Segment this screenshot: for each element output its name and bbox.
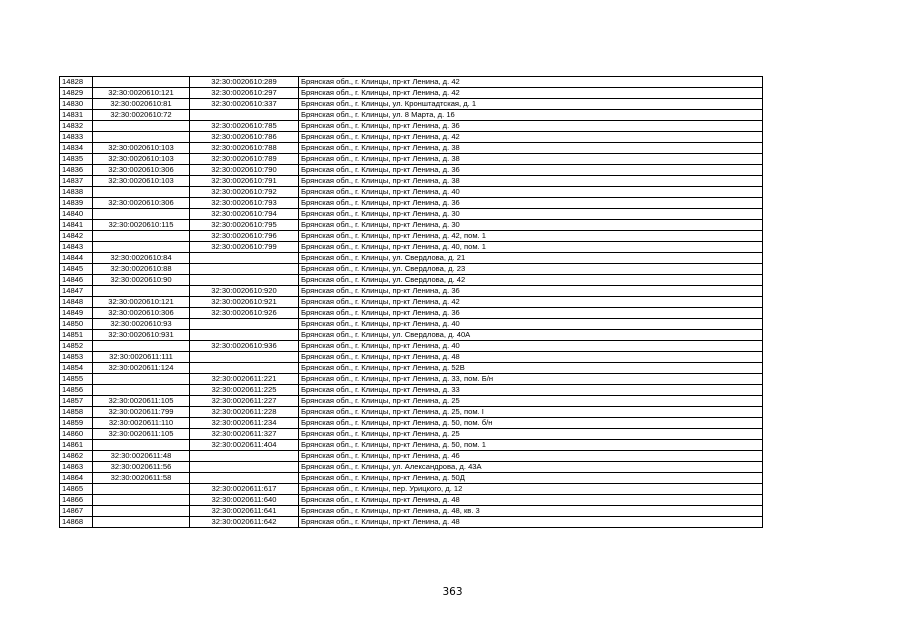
table-row xyxy=(60,187,763,198)
table-row xyxy=(60,429,763,440)
table-row xyxy=(60,242,763,253)
parcel-cadastral-number-cell xyxy=(93,77,190,88)
address-cell: Брянская обл., г. Клинцы, ул. Свердлова, д. 40А xyxy=(299,330,763,341)
table-row xyxy=(60,319,763,330)
parcel-cadastral-number-cell xyxy=(93,209,190,220)
table-row xyxy=(60,176,763,187)
row-number-cell: 14844 xyxy=(60,253,93,264)
table-row xyxy=(60,308,763,319)
parcel-cadastral-number-cell: 32:30:0020610:84 xyxy=(93,253,190,264)
address-cell: Брянская обл., г. Клинцы, пр-кт Ленина, д. 40 xyxy=(299,319,763,330)
row-number-cell: 14863 xyxy=(60,462,93,473)
parcel-cadastral-number-cell xyxy=(93,121,190,132)
object-cadastral-number-cell xyxy=(190,451,299,462)
table-row xyxy=(60,330,763,341)
parcel-cadastral-number-cell: 32:30:0020611:111 xyxy=(93,352,190,363)
row-number-cell: 14840 xyxy=(60,209,93,220)
row-number-cell: 14860 xyxy=(60,429,93,440)
parcel-cadastral-number-cell: 32:30:0020611:110 xyxy=(93,418,190,429)
parcel-cadastral-number-cell: 32:30:0020610:90 xyxy=(93,275,190,286)
object-cadastral-number-cell: 32:30:0020611:642 xyxy=(190,517,299,528)
table-row xyxy=(60,297,763,308)
parcel-cadastral-number-cell: 32:30:0020610:121 xyxy=(93,297,190,308)
row-number-cell: 14838 xyxy=(60,187,93,198)
address-cell: Брянская обл., г. Клинцы, пр-кт Ленина, д. 40 xyxy=(299,341,763,352)
object-cadastral-number-cell: 32:30:0020611:234 xyxy=(190,418,299,429)
address-cell: Брянская обл., г. Клинцы, пр-кт Ленина, д. 42, пом. 1 xyxy=(299,231,763,242)
address-cell: Брянская обл., г. Клинцы, пр-кт Ленина, д. 40, пом. 1 xyxy=(299,242,763,253)
object-cadastral-number-cell: 32:30:0020610:921 xyxy=(190,297,299,308)
parcel-cadastral-number-cell: 32:30:0020610:81 xyxy=(93,99,190,110)
row-number-cell: 14845 xyxy=(60,264,93,275)
address-cell: Брянская обл., г. Клинцы, пр-кт Ленина, д. 36 xyxy=(299,121,763,132)
row-number-cell: 14867 xyxy=(60,506,93,517)
table-row xyxy=(60,473,763,484)
row-number-cell: 14866 xyxy=(60,495,93,506)
address-cell: Брянская обл., г. Клинцы, ул. Свердлова, д. 23 xyxy=(299,264,763,275)
object-cadastral-number-cell xyxy=(190,363,299,374)
parcel-cadastral-number-cell xyxy=(93,132,190,143)
object-cadastral-number-cell: 32:30:0020610:786 xyxy=(190,132,299,143)
parcel-cadastral-number-cell xyxy=(93,286,190,297)
object-cadastral-number-cell: 32:30:0020610:926 xyxy=(190,308,299,319)
object-cadastral-number-cell: 32:30:0020610:788 xyxy=(190,143,299,154)
address-cell: Брянская обл., г. Клинцы, пр-кт Ленина, д. 42 xyxy=(299,132,763,143)
table-row xyxy=(60,275,763,286)
address-cell: Брянская обл., г. Клинцы, пр-кт Ленина, д. 48, кв. 3 xyxy=(299,506,763,517)
address-cell: Брянская обл., г. Клинцы, пр-кт Ленина, д. 25 xyxy=(299,429,763,440)
parcel-cadastral-number-cell: 32:30:0020610:931 xyxy=(93,330,190,341)
address-cell: Брянская обл., г. Клинцы, пр-кт Ленина, д. 38 xyxy=(299,176,763,187)
object-cadastral-number-cell xyxy=(190,319,299,330)
row-number-cell: 14830 xyxy=(60,99,93,110)
row-number-cell: 14859 xyxy=(60,418,93,429)
object-cadastral-number-cell xyxy=(190,253,299,264)
row-number-cell: 14864 xyxy=(60,473,93,484)
address-cell: Брянская обл., г. Клинцы, пр-кт Ленина, д. 50, пом. 1 xyxy=(299,440,763,451)
row-number-cell: 14853 xyxy=(60,352,93,363)
parcel-cadastral-number-cell: 32:30:0020610:306 xyxy=(93,165,190,176)
object-cadastral-number-cell xyxy=(190,473,299,484)
row-number-cell: 14843 xyxy=(60,242,93,253)
row-number-cell: 14849 xyxy=(60,308,93,319)
table-row xyxy=(60,154,763,165)
object-cadastral-number-cell xyxy=(190,110,299,121)
row-number-cell: 14848 xyxy=(60,297,93,308)
object-cadastral-number-cell: 32:30:0020611:641 xyxy=(190,506,299,517)
address-cell: Брянская обл., г. Клинцы, пр-кт Ленина, д. 36 xyxy=(299,308,763,319)
object-cadastral-number-cell: 32:30:0020610:289 xyxy=(190,77,299,88)
row-number-cell: 14857 xyxy=(60,396,93,407)
parcel-cadastral-number-cell xyxy=(93,187,190,198)
row-number-cell: 14835 xyxy=(60,154,93,165)
address-cell: Брянская обл., г. Клинцы, пр-кт Ленина, д. 42 xyxy=(299,297,763,308)
table-row xyxy=(60,110,763,121)
row-number-cell: 14854 xyxy=(60,363,93,374)
address-cell: Брянская обл., г. Клинцы, пер. Урицкого, д. 12 xyxy=(299,484,763,495)
address-cell: Брянская обл., г. Клинцы, пр-кт Ленина, д. 48 xyxy=(299,517,763,528)
table-row xyxy=(60,231,763,242)
object-cadastral-number-cell: 32:30:0020611:221 xyxy=(190,374,299,385)
address-cell: Брянская обл., г. Клинцы, пр-кт Ленина, д. 30 xyxy=(299,220,763,231)
object-cadastral-number-cell: 32:30:0020610:793 xyxy=(190,198,299,209)
parcel-cadastral-number-cell: 32:30:0020611:56 xyxy=(93,462,190,473)
address-cell: Брянская обл., г. Клинцы, пр-кт Ленина, д. 48 xyxy=(299,495,763,506)
address-cell: Брянская обл., г. Клинцы, пр-кт Ленина, д. 36 xyxy=(299,198,763,209)
address-cell: Брянская обл., г. Клинцы, пр-кт Ленина, д. 33, пом. Б/н xyxy=(299,374,763,385)
row-number-cell: 14868 xyxy=(60,517,93,528)
row-number-cell: 14851 xyxy=(60,330,93,341)
object-cadastral-number-cell: 32:30:0020610:796 xyxy=(190,231,299,242)
address-cell: Брянская обл., г. Клинцы, пр-кт Ленина, д. 42 xyxy=(299,77,763,88)
object-cadastral-number-cell: 32:30:0020611:327 xyxy=(190,429,299,440)
parcel-cadastral-number-cell: 32:30:0020611:799 xyxy=(93,407,190,418)
table-row xyxy=(60,506,763,517)
table-row xyxy=(60,363,763,374)
table-row xyxy=(60,352,763,363)
parcel-cadastral-number-cell: 32:30:0020610:93 xyxy=(93,319,190,330)
row-number-cell: 14855 xyxy=(60,374,93,385)
address-cell: Брянская обл., г. Клинцы, пр-кт Ленина, д. 38 xyxy=(299,154,763,165)
row-number-cell: 14837 xyxy=(60,176,93,187)
row-number-cell: 14847 xyxy=(60,286,93,297)
table-row xyxy=(60,385,763,396)
row-number-cell: 14836 xyxy=(60,165,93,176)
table-row xyxy=(60,132,763,143)
object-cadastral-number-cell xyxy=(190,352,299,363)
address-cell: Брянская обл., г. Клинцы, ул. Александрова, д. 43А xyxy=(299,462,763,473)
address-cell: Брянская обл., г. Клинцы, пр-кт Ленина, д. 30 xyxy=(299,209,763,220)
parcel-cadastral-number-cell: 32:30:0020610:103 xyxy=(93,143,190,154)
object-cadastral-number-cell xyxy=(190,330,299,341)
row-number-cell: 14856 xyxy=(60,385,93,396)
object-cadastral-number-cell: 32:30:0020611:228 xyxy=(190,407,299,418)
parcel-cadastral-number-cell: 32:30:0020610:103 xyxy=(93,176,190,187)
parcel-cadastral-number-cell xyxy=(93,385,190,396)
row-number-cell: 14831 xyxy=(60,110,93,121)
parcel-cadastral-number-cell: 32:30:0020611:124 xyxy=(93,363,190,374)
row-number-cell: 14862 xyxy=(60,451,93,462)
table-row xyxy=(60,374,763,385)
table-row xyxy=(60,407,763,418)
object-cadastral-number-cell: 32:30:0020610:791 xyxy=(190,176,299,187)
parcel-cadastral-number-cell: 32:30:0020610:103 xyxy=(93,154,190,165)
table-row xyxy=(60,88,763,99)
address-cell: Брянская обл., г. Клинцы, пр-кт Ленина, д. 25, пом. I xyxy=(299,407,763,418)
object-cadastral-number-cell: 32:30:0020611:404 xyxy=(190,440,299,451)
row-number-cell: 14833 xyxy=(60,132,93,143)
address-cell: Брянская обл., г. Клинцы, пр-кт Ленина, д. 50, пом. б/н xyxy=(299,418,763,429)
table-row xyxy=(60,253,763,264)
parcel-cadastral-number-cell xyxy=(93,440,190,451)
address-cell: Брянская обл., г. Клинцы, ул. 8 Марта, д. 16 xyxy=(299,110,763,121)
parcel-cadastral-number-cell: 32:30:0020610:115 xyxy=(93,220,190,231)
table-row xyxy=(60,484,763,495)
address-cell: Брянская обл., г. Клинцы, пр-кт Ленина, д. 36 xyxy=(299,286,763,297)
row-number-cell: 14858 xyxy=(60,407,93,418)
property-table xyxy=(59,76,763,528)
parcel-cadastral-number-cell xyxy=(93,242,190,253)
row-number-cell: 14832 xyxy=(60,121,93,132)
row-number-cell: 14839 xyxy=(60,198,93,209)
row-number-cell: 14834 xyxy=(60,143,93,154)
object-cadastral-number-cell: 32:30:0020610:785 xyxy=(190,121,299,132)
object-cadastral-number-cell: 32:30:0020610:920 xyxy=(190,286,299,297)
object-cadastral-number-cell: 32:30:0020610:789 xyxy=(190,154,299,165)
parcel-cadastral-number-cell: 32:30:0020610:72 xyxy=(93,110,190,121)
parcel-cadastral-number-cell xyxy=(93,231,190,242)
object-cadastral-number-cell xyxy=(190,275,299,286)
table-row xyxy=(60,341,763,352)
parcel-cadastral-number-cell xyxy=(93,484,190,495)
table-row xyxy=(60,198,763,209)
object-cadastral-number-cell: 32:30:0020610:792 xyxy=(190,187,299,198)
parcel-cadastral-number-cell: 32:30:0020610:121 xyxy=(93,88,190,99)
table-body xyxy=(60,77,763,528)
address-cell: Брянская обл., г. Клинцы, пр-кт Ленина, д. 33 xyxy=(299,385,763,396)
row-number-cell: 14861 xyxy=(60,440,93,451)
table-row xyxy=(60,165,763,176)
table-row xyxy=(60,418,763,429)
parcel-cadastral-number-cell: 32:30:0020610:306 xyxy=(93,308,190,319)
object-cadastral-number-cell: 32:30:0020610:337 xyxy=(190,99,299,110)
row-number-cell: 14846 xyxy=(60,275,93,286)
parcel-cadastral-number-cell: 32:30:0020611:58 xyxy=(93,473,190,484)
row-number-cell: 14852 xyxy=(60,341,93,352)
parcel-cadastral-number-cell xyxy=(93,495,190,506)
address-cell: Брянская обл., г. Клинцы, пр-кт Ленина, д. 25 xyxy=(299,396,763,407)
row-number-cell: 14841 xyxy=(60,220,93,231)
object-cadastral-number-cell xyxy=(190,462,299,473)
row-number-cell: 14842 xyxy=(60,231,93,242)
table-row xyxy=(60,77,763,88)
table-row xyxy=(60,495,763,506)
row-number-cell: 14829 xyxy=(60,88,93,99)
address-cell: Брянская обл., г. Клинцы, пр-кт Ленина, д. 50Д xyxy=(299,473,763,484)
parcel-cadastral-number-cell: 32:30:0020611:48 xyxy=(93,451,190,462)
table-row xyxy=(60,209,763,220)
object-cadastral-number-cell: 32:30:0020611:640 xyxy=(190,495,299,506)
table-row xyxy=(60,517,763,528)
address-cell: Брянская обл., г. Клинцы, пр-кт Ленина, д. 38 xyxy=(299,143,763,154)
row-number-cell: 14865 xyxy=(60,484,93,495)
parcel-cadastral-number-cell xyxy=(93,341,190,352)
parcel-cadastral-number-cell: 32:30:0020611:105 xyxy=(93,429,190,440)
parcel-cadastral-number-cell xyxy=(93,517,190,528)
object-cadastral-number-cell: 32:30:0020611:617 xyxy=(190,484,299,495)
table-row xyxy=(60,220,763,231)
address-cell: Брянская обл., г. Клинцы, ул. Свердлова, д. 21 xyxy=(299,253,763,264)
parcel-cadastral-number-cell: 32:30:0020610:88 xyxy=(93,264,190,275)
object-cadastral-number-cell: 32:30:0020610:297 xyxy=(190,88,299,99)
object-cadastral-number-cell: 32:30:0020610:795 xyxy=(190,220,299,231)
table-row xyxy=(60,286,763,297)
address-cell: Брянская обл., г. Клинцы, пр-кт Ленина, д. 46 xyxy=(299,451,763,462)
parcel-cadastral-number-cell xyxy=(93,506,190,517)
address-cell: Брянская обл., г. Клинцы, ул. Кронштадтская, д. 1 xyxy=(299,99,763,110)
object-cadastral-number-cell: 32:30:0020610:799 xyxy=(190,242,299,253)
object-cadastral-number-cell: 32:30:0020611:225 xyxy=(190,385,299,396)
table-row xyxy=(60,121,763,132)
table-row xyxy=(60,396,763,407)
row-number-cell: 14828 xyxy=(60,77,93,88)
address-cell: Брянская обл., г. Клинцы, пр-кт Ленина, д. 48 xyxy=(299,352,763,363)
table-row xyxy=(60,462,763,473)
parcel-cadastral-number-cell: 32:30:0020610:306 xyxy=(93,198,190,209)
object-cadastral-number-cell: 32:30:0020610:936 xyxy=(190,341,299,352)
table-row xyxy=(60,451,763,462)
parcel-cadastral-number-cell: 32:30:0020611:105 xyxy=(93,396,190,407)
page-number: 363 xyxy=(442,586,463,598)
address-cell: Брянская обл., г. Клинцы, пр-кт Ленина, д. 42 xyxy=(299,88,763,99)
row-number-cell: 14850 xyxy=(60,319,93,330)
object-cadastral-number-cell: 32:30:0020610:794 xyxy=(190,209,299,220)
table-row xyxy=(60,440,763,451)
address-cell: Брянская обл., г. Клинцы, ул. Свердлова, д. 42 xyxy=(299,275,763,286)
object-cadastral-number-cell xyxy=(190,264,299,275)
parcel-cadastral-number-cell xyxy=(93,374,190,385)
table-row xyxy=(60,143,763,154)
address-cell: Брянская обл., г. Клинцы, пр-кт Ленина, д. 40 xyxy=(299,187,763,198)
address-cell: Брянская обл., г. Клинцы, пр-кт Ленина, д. 52В xyxy=(299,363,763,374)
table-row xyxy=(60,99,763,110)
address-cell: Брянская обл., г. Клинцы, пр-кт Ленина, д. 36 xyxy=(299,165,763,176)
table-row xyxy=(60,264,763,275)
object-cadastral-number-cell: 32:30:0020611:227 xyxy=(190,396,299,407)
object-cadastral-number-cell: 32:30:0020610:790 xyxy=(190,165,299,176)
